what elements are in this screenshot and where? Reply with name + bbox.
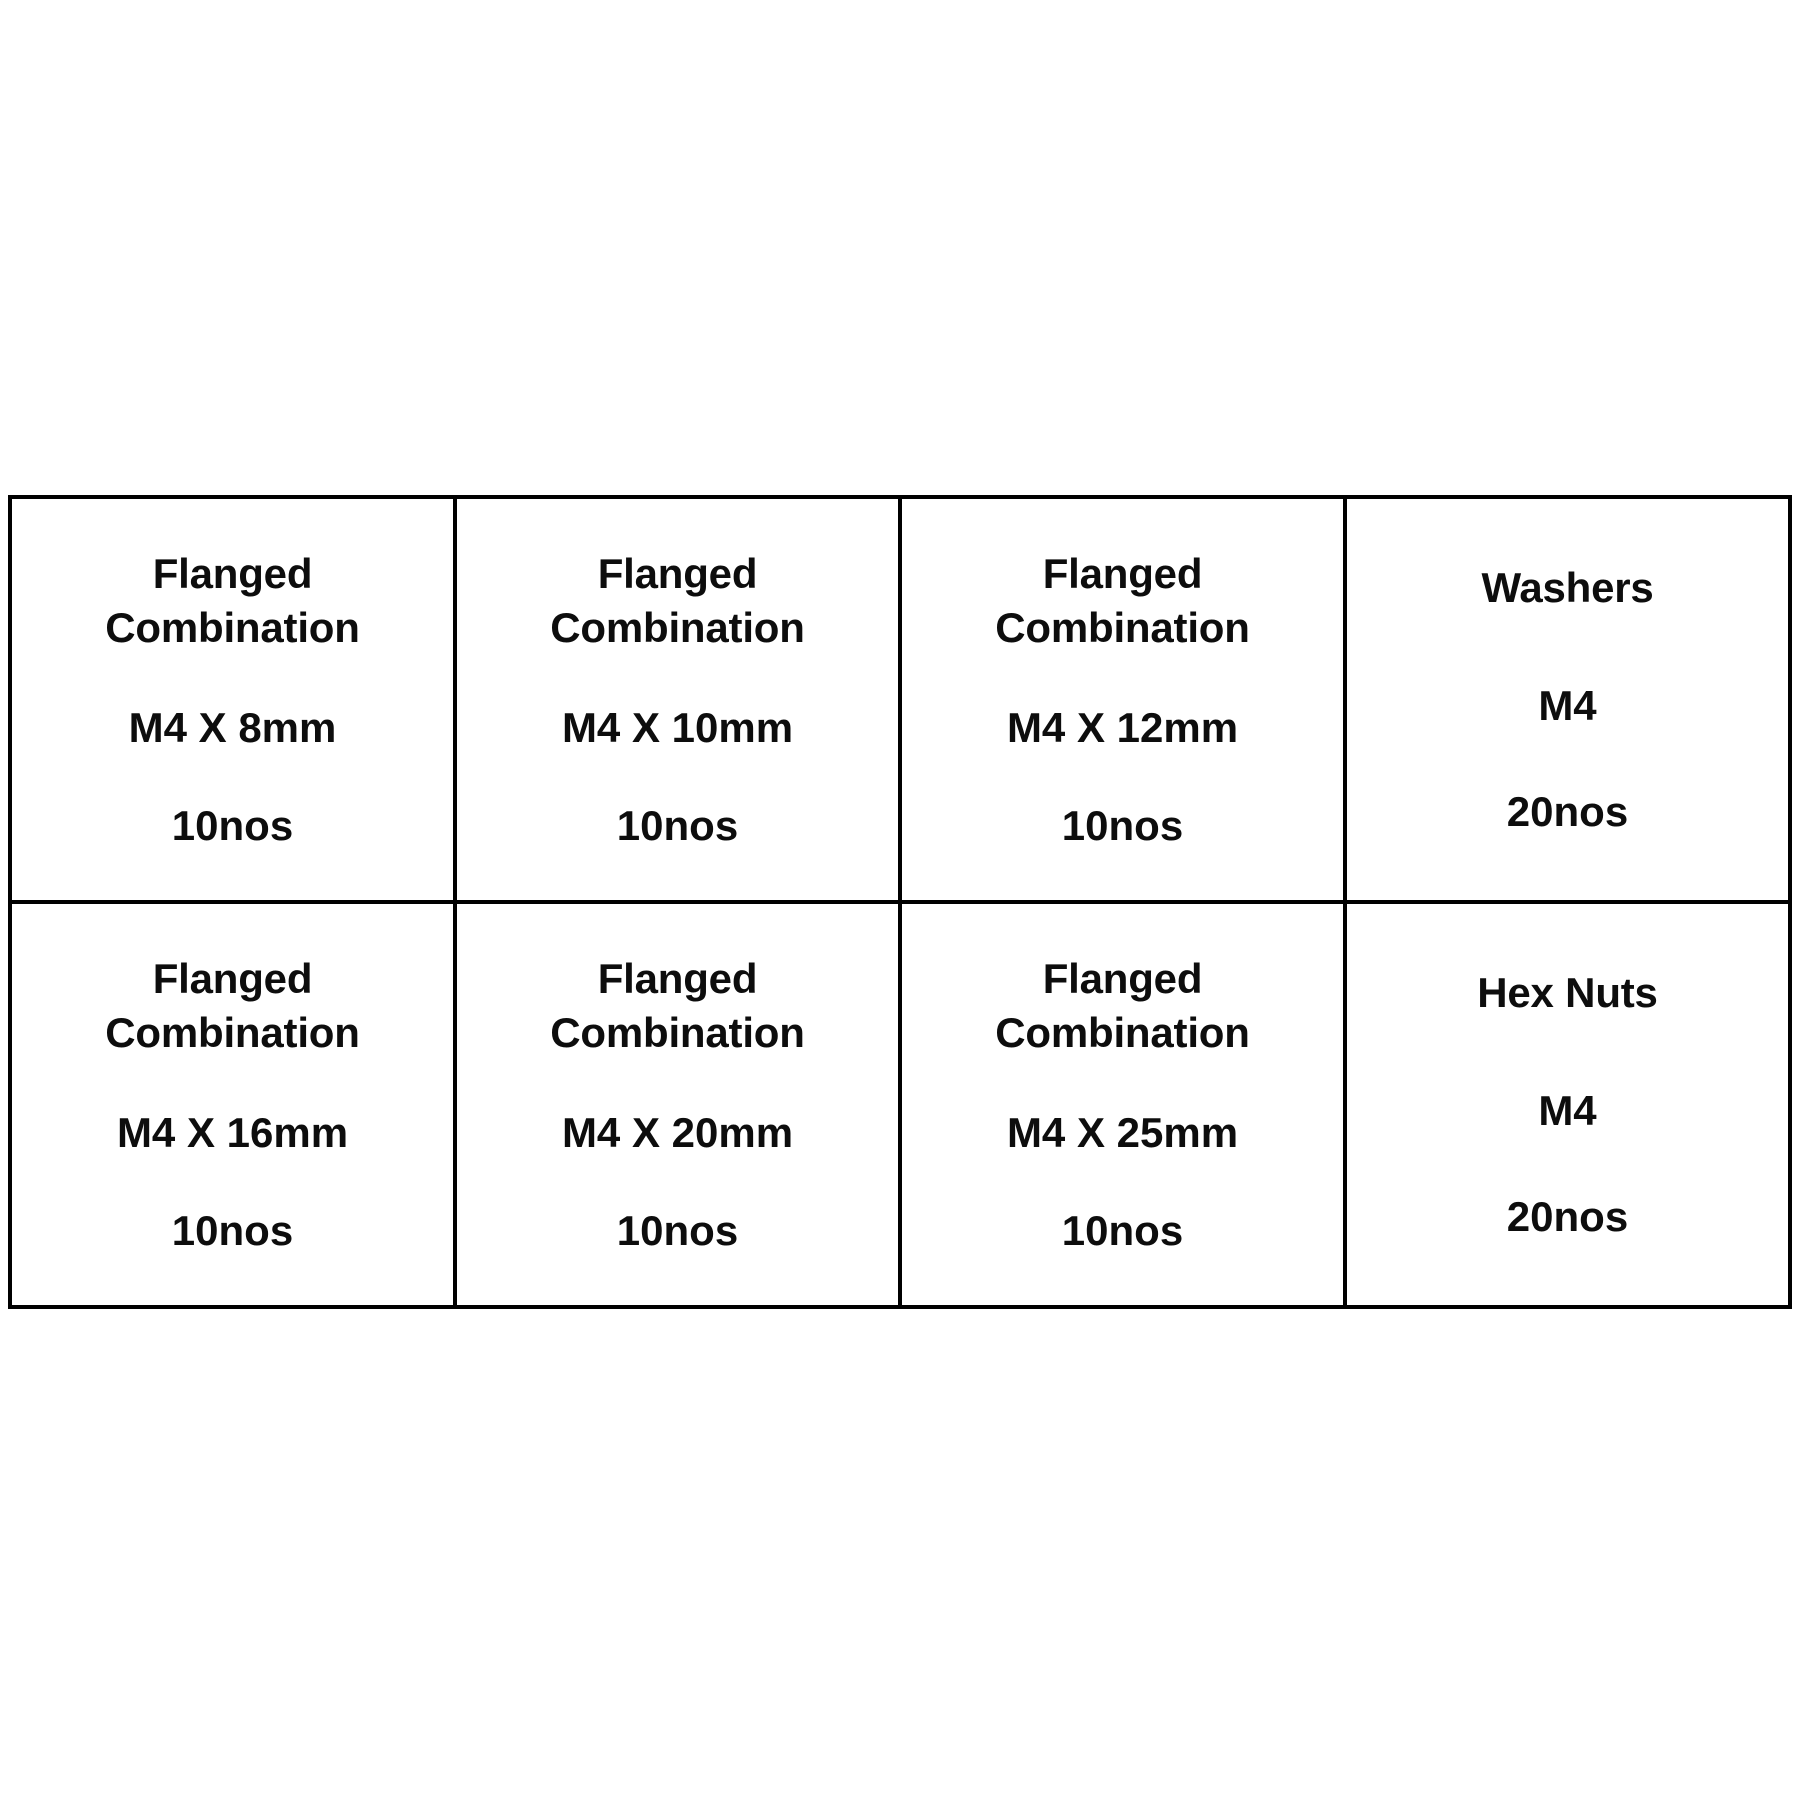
label-cell xyxy=(1345,902,1790,1307)
part-title: Flanged Combination xyxy=(550,955,805,1057)
label-cell-content xyxy=(1347,499,1788,900)
label-cell-content xyxy=(457,499,898,900)
table-row xyxy=(10,497,1790,902)
part-size: M4 X 8mm xyxy=(128,703,337,751)
label-cell xyxy=(900,902,1345,1307)
part-size: M4 X 25mm xyxy=(1006,1108,1239,1156)
part-title: Flanged Combination xyxy=(550,550,805,652)
label-cell-content xyxy=(1347,904,1788,1305)
part-quantity: 10nos xyxy=(1061,1207,1184,1255)
part-quantity: 20nos xyxy=(1506,788,1629,836)
part-title: Flanged Combination xyxy=(105,955,360,1057)
part-title: Hex Nuts xyxy=(1477,969,1658,1017)
part-size: M4 xyxy=(1538,681,1597,729)
part-title: Flanged Combination xyxy=(995,550,1250,652)
part-quantity: 20nos xyxy=(1506,1193,1629,1241)
part-title: Washers xyxy=(1481,564,1654,612)
label-cell xyxy=(455,497,900,902)
label-cell-content xyxy=(902,904,1343,1305)
part-size: M4 X 16mm xyxy=(116,1108,349,1156)
label-cell-content xyxy=(902,499,1343,900)
part-quantity: 10nos xyxy=(616,802,739,850)
label-cell-content xyxy=(457,904,898,1305)
part-size: M4 X 12mm xyxy=(1006,703,1239,751)
part-title: Flanged Combination xyxy=(105,550,360,652)
part-quantity: 10nos xyxy=(616,1207,739,1255)
part-quantity: 10nos xyxy=(1061,802,1184,850)
part-size: M4 X 10mm xyxy=(561,703,794,751)
label-cell xyxy=(10,497,455,902)
label-cell-content xyxy=(12,904,453,1305)
part-size: M4 X 20mm xyxy=(561,1108,794,1156)
label-cell-content xyxy=(12,499,453,900)
parts-label-table xyxy=(8,495,1792,1309)
part-quantity: 10nos xyxy=(171,802,294,850)
table-row xyxy=(10,902,1790,1307)
label-cell xyxy=(10,902,455,1307)
label-cell xyxy=(900,497,1345,902)
label-cell xyxy=(1345,497,1790,902)
part-size: M4 xyxy=(1538,1086,1597,1134)
part-title: Flanged Combination xyxy=(995,955,1250,1057)
label-cell xyxy=(455,902,900,1307)
part-quantity: 10nos xyxy=(171,1207,294,1255)
